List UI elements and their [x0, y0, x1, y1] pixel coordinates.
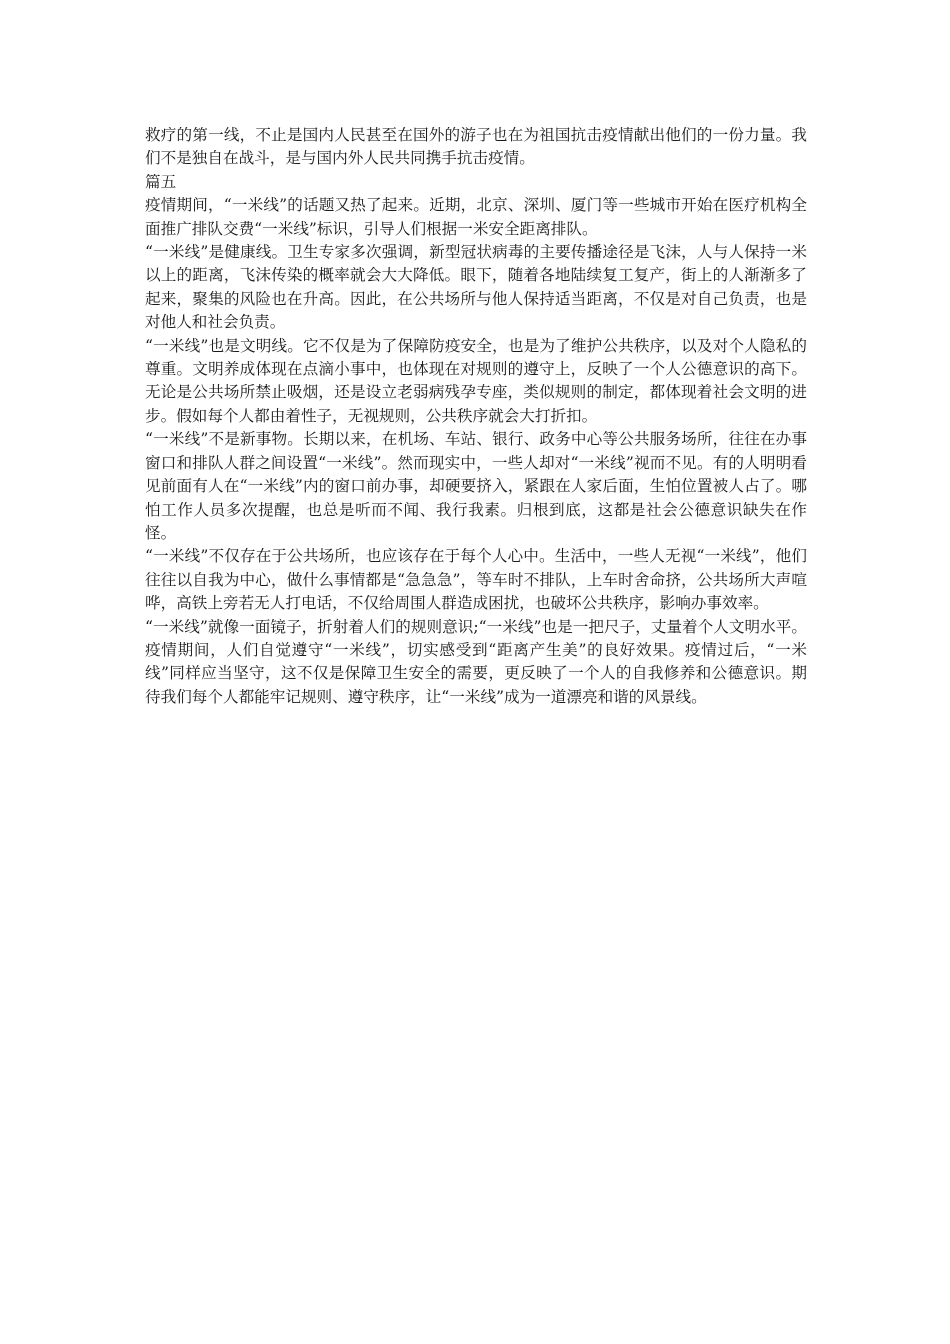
paragraph-3: “一米线”也是文明线。它不仅是为了保障防疫安全，也是为了维护公共秩序，以及对个人隐私的尊重。文明养成体现在点滴小事中，也体现在对规则的遵守上，反映了一个人公德意识的高下。无论是公共场所禁止吸烟，还是设立老弱病残孕专座，类似规则的制定，都体现着社会文明的进步。假如每个人都由着性子，无视规则，公共秩序就会大打折扣。	[145, 336, 807, 425]
paragraph-2: “一米线”是健康线。卫生专家多次强调，新型冠状病毒的主要传播途径是飞沫，人与人保持一米以上的距离，飞沫传染的概率就会大大降低。眼下，随着各地陆续复工复产，街上的人渐渐多了起来，聚集的风险也在升高。因此，在公共场所与他人保持适当距离，不仅是对自己负责，也是对他人和社会负责。	[145, 243, 807, 332]
paragraph-5: “一米线”不仅存在于公共场所，也应该存在于每个人心中。生活中，一些人无视“一米线”，他们往往以自我为中心，做什么事情都是“急急急”，等车时不排队，上车时舍命挤，公共场所大声喧哗，高铁上旁若无人打电话，不仅给周围人群造成困扰，也破坏公共秩序，影响办事效率。	[145, 547, 807, 613]
paragraph-4: “一米线”不是新事物。长期以来，在机场、车站、银行、政务中心等公共服务场所，往往在办事窗口和排队人群之间设置“一米线”。然而现实中，一些人却对“一米线”视而不见。有的人明明看见前面有人在“一米线”内的窗口前办事，却硬要挤入，紧跟在人家后面，生怕位置被人占了。哪怕工作人员多次提醒，也总是听而不闻、我行我素。归根到底，这都是社会公德意识缺失在作怪。	[145, 430, 807, 542]
section-heading: 篇五	[145, 172, 177, 191]
paragraph-1: 疫情期间，“一米线”的话题又热了起来。近期，北京、深圳、厦门等一些城市开始在医疗机构全面推广排队交费“一米线”标识，引导人们根据一米安全距离排队。	[145, 196, 807, 238]
paragraph-intro: 救疗的第一线，不止是国内人民甚至在国外的游子也在为祖国抗击疫情献出他们的一份力量。我们不是独自在战斗，是与国内外人民共同携手抗击疫情。	[145, 126, 807, 168]
document-body	[145, 124, 807, 709]
paragraph-6: “一米线”就像一面镜子，折射着人们的规则意识;“一米线”也是一把尺子，丈量着个人文明水平。疫情期间，人们自觉遵守“一米线”，切实感受到“距离产生美”的良好效果。疫情过后，“一米线”同样应当坚守，这不仅是保障卫生安全的需要，更反映了一个人的自我修养和公德意识。期待我们每个人都能牢记规则、遵守秩序，让“一米线”成为一道漂亮和谐的风景线。	[145, 617, 807, 706]
